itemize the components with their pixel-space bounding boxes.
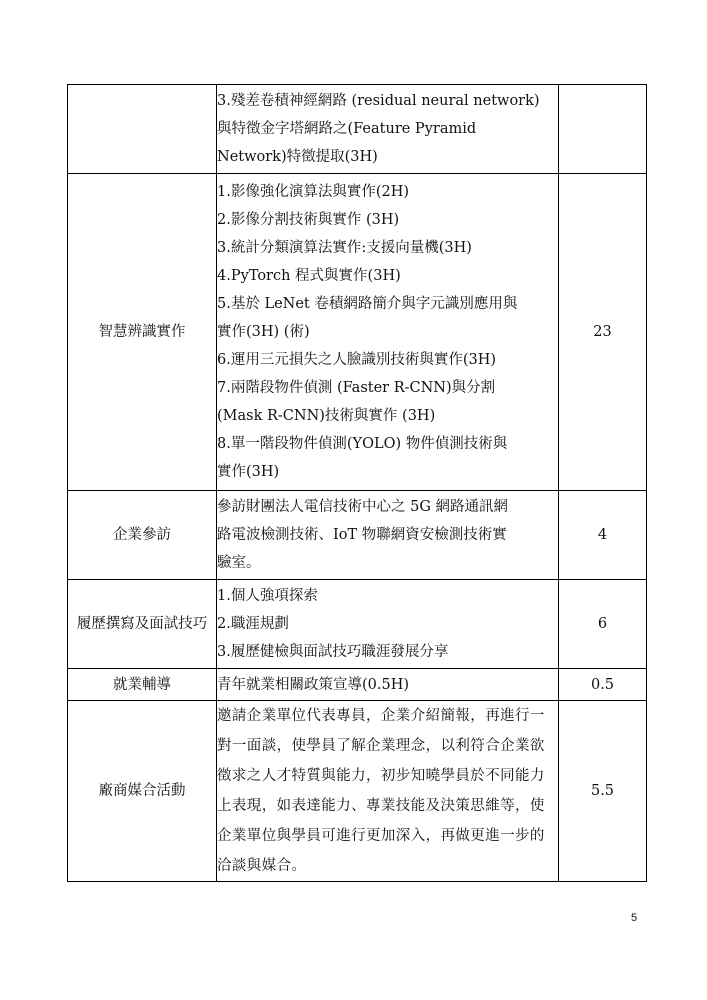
content-line: 1.個人強項探索: [217, 588, 318, 604]
content-cell: [217, 701, 559, 882]
topic-cell: 企業參訪: [68, 491, 217, 580]
content-line: 6.運用三元損失之人臉識別技術與實作(3H): [217, 352, 497, 368]
content-line: (Mask R-CNN)技術與實作 (3H): [217, 408, 436, 424]
table-row: [68, 580, 647, 669]
table-row: [68, 491, 647, 580]
table-row: [68, 669, 647, 701]
content-line: 驗室。: [217, 555, 261, 571]
content-line: 青年就業相關政策宣導(0.5H): [217, 676, 410, 693]
content-cell: [217, 85, 559, 174]
content-cell: [217, 491, 559, 580]
content-line: 3.履歷健檢與面試技巧職涯發展分享: [217, 644, 449, 660]
hours-cell: 23: [559, 174, 647, 491]
hours-cell: [559, 85, 647, 174]
content-line: 8.單一階段物件偵測(YOLO) 物件偵測技術與: [217, 436, 508, 452]
content-line: 參訪財團法人電信技術中心之 5G 網路通訊網: [217, 499, 509, 515]
topic-cell: 智慧辨識實作: [68, 174, 217, 491]
content-cell: [217, 669, 559, 701]
table-row: [68, 701, 647, 882]
course-table: [67, 84, 647, 882]
hours-cell: 6: [559, 580, 647, 669]
content-line: 5.基於 LeNet 卷積網路簡介與字元識別應用與: [217, 296, 518, 312]
content-paragraph: 邀請企業單位代表專員，企業介紹簡報，再進行一對一面談，使學員了解企業理念，以利符合企業欲徵求之人才特質與能力，初步知曉學員於不同能力上表現，如表達能力、專業技能及決策思維等，使企業單位與學員可進行更加深入，再做更進一步的洽談與媒合。: [217, 708, 545, 874]
hours-cell: 5.5: [559, 701, 647, 882]
content-cell: [217, 580, 559, 669]
content-line: 與特徵金字塔網路之(Feature Pyramid: [217, 121, 477, 137]
content-line: 2.影像分割技術與實作 (3H): [217, 212, 400, 228]
topic-cell: [68, 85, 217, 174]
content-cell: [217, 174, 559, 491]
hours-cell: 4: [559, 491, 647, 580]
content-line: 3.統計分類演算法實作:支援向量機(3H): [217, 240, 472, 256]
content-line: 路電波檢測技術、IoT 物聯網資安檢測技術實: [217, 527, 507, 543]
content-line: 7.兩階段物件偵測 (Faster R-CNN)與分割: [217, 380, 496, 396]
content-line: Network)特徵提取(3H): [217, 149, 378, 165]
topic-cell: 就業輔導: [68, 669, 217, 701]
topic-cell: 履歷撰寫及面試技巧: [68, 580, 217, 669]
content-line: 實作(3H) (術): [217, 324, 310, 340]
content-line: 2.職涯規劃: [217, 616, 289, 632]
content-line: 3.殘差卷積神經網路 (residual neural network): [217, 93, 540, 109]
content-line: 4.PyTorch 程式與實作(3H): [217, 268, 401, 284]
table-row: [68, 174, 647, 491]
hours-cell: 0.5: [559, 669, 647, 701]
topic-cell: 廠商媒合活動: [68, 701, 217, 882]
content-line: 實作(3H): [217, 464, 280, 480]
page-number: 5: [631, 912, 638, 924]
content-line: 1.影像強化演算法與實作(2H): [217, 184, 410, 200]
table-row: [68, 85, 647, 174]
